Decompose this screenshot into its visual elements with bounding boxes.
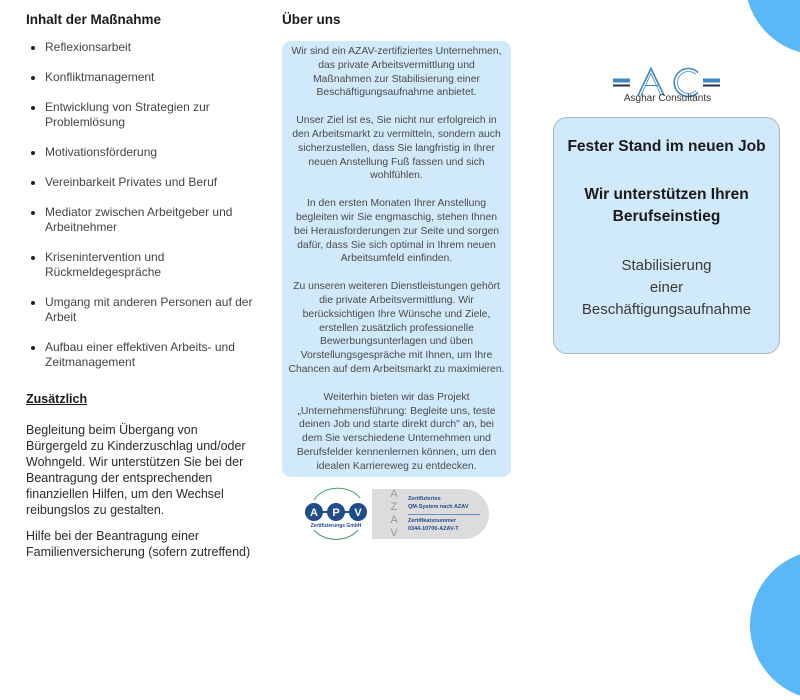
additional-paragraph: Begleitung beim Übergang von Bürgergeld zu Kinderzuschlag und/oder Wohngeld. Wir unterstützen Sie bei der Beantragung der entsprechenden finanziellen Hilfen, um den Wechsel reibungslos zu gestalten.	[26, 423, 246, 517]
hero-subtitle	[554, 184, 779, 228]
about-box	[282, 41, 511, 477]
list-item: Aufbau einer effektiven Arbeits- und Zeitmanagement	[26, 340, 256, 370]
apv-logo-icon	[300, 486, 372, 542]
measure-content-heading: Inhalt der Maßnahme	[26, 12, 162, 27]
azav-vertical-letters	[388, 488, 400, 540]
azav-letter: Z	[390, 501, 398, 513]
cert-divider	[408, 514, 480, 515]
list-item: Motivationsförderung	[26, 145, 256, 160]
about-paragraph: Weiterhin bieten wir das Projekt „Unternehmensführung: Begleite uns, teste deinen Job und starte direkt durch" an, bei dem Sie verschiedene Unternehmen und Berufsfelder kennenlernen können, um den idealen Karriereweg zu entdecken.	[296, 391, 497, 472]
about-paragraph: In den ersten Monaten Ihrer Anstellung begleiten wir Sie engmaschig, stehen Ihnen bei Herausforderungen zur Seite und sorgen dafür, dass Sie sich optimal in Ihrem neuen Arbeitsumfeld einfinden.	[293, 198, 500, 265]
list-item: Vereinbarkeit Privates und Beruf	[26, 175, 256, 190]
hero-tagline	[554, 255, 779, 321]
hero-tagline-line: einer	[649, 279, 684, 296]
hero-subtitle-line: Berufseinstieg	[612, 208, 721, 225]
measure-content-section	[26, 12, 256, 385]
svg-text:P: P	[332, 507, 340, 519]
cert-line-1: Zertifiziertes	[408, 496, 441, 502]
hero-tagline-line: Beschäftigungsaufnahme	[581, 301, 752, 318]
about-paragraph: Zu unseren weiteren Dienstleistungen gehört die private Arbeitsvermittlung. Wir berücksichtigen Ihre Wünsche und Ziele, erstellen zusätzlich professionelle Bewerbungsunterlagen und üben Vorstellungsgespräche mit Ihnen, um Ihre Chancen auf dem Arbeitsmarkt zu maximieren.	[288, 281, 505, 375]
svg-text:V: V	[354, 507, 362, 519]
list-item: Krisenintervention und Rückmeldegespräche	[26, 250, 256, 280]
cert-line-2: QM-System nach AZAV	[408, 504, 469, 510]
azav-letter: V	[390, 527, 398, 539]
azav-letter: A	[390, 514, 398, 526]
about-paragraph: Wir sind ein AZAV-zertifiziertes Unternehmen, das private Arbeitsvermittlung und Maßnahmen zur Stabilisierung einer Beschäftigungsaufnahme anbietet.	[291, 46, 502, 99]
hero-box	[553, 117, 780, 354]
list-item: Mediator zwischen Arbeitgeber und Arbeitnehmer	[26, 205, 256, 235]
list-item: Reflexionsarbeit	[26, 40, 256, 55]
hero-tagline-line: Stabilisierung	[621, 257, 712, 274]
additional-paragraph: Hilfe bei der Beantragung einer Familienversicherung (sofern zutreffend)	[26, 529, 251, 559]
azav-letter: A	[390, 488, 398, 500]
azav-certification-logo	[300, 486, 490, 542]
decorative-circle-bottom-right	[750, 550, 800, 700]
list-item: Konfliktmanagement	[26, 70, 256, 85]
decorative-circle-top-right	[745, 0, 800, 55]
brand-name: Asghar Consultants	[623, 93, 712, 104]
hero-title: Fester Stand im neuen Job	[567, 138, 766, 155]
about-heading: Über uns	[282, 12, 341, 27]
cert-number: 0344-10700-AZAV-T	[408, 526, 459, 532]
cert-line-3: Zertifikatsnummer	[408, 518, 456, 524]
about-paragraph: Unser Ziel ist es, Sie nicht nur erfolgreich in den Arbeitsmarkt zu vermitteln, sondern auch sicherzustellen, dass Sie langfristig in Ihrer neuen Anstellung Fuß fassen und sich wohlfühlen.	[292, 115, 501, 182]
svg-text:Zertifizierungs GmbH: Zertifizierungs GmbH	[310, 523, 362, 529]
additional-heading: Zusätzlich	[26, 392, 88, 406]
list-item: Entwicklung von Strategien zur Problemlösung	[26, 100, 256, 130]
list-item: Umgang mit anderen Personen auf der Arbeit	[26, 295, 256, 325]
hero-subtitle-line: Wir unterstützen Ihren	[584, 186, 749, 203]
svg-text:A: A	[310, 507, 318, 519]
measure-content-list	[26, 40, 256, 370]
